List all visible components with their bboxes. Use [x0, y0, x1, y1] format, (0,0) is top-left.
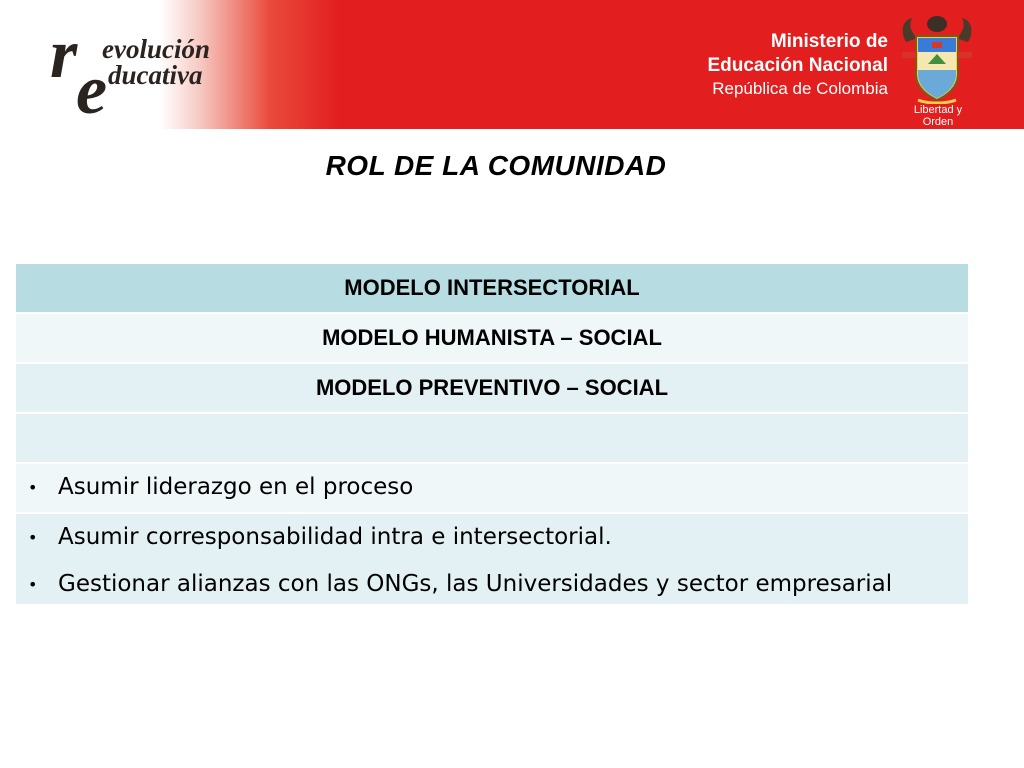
table-subheader-row	[16, 364, 968, 414]
list-item	[26, 472, 958, 503]
logo-letter-e: e	[76, 52, 108, 129]
table-header-text: MODELO INTERSECTORIAL	[344, 275, 640, 300]
bullet-icon: •	[28, 478, 38, 497]
ministry-line-1: Ministerio de	[770, 31, 888, 52]
table-subheader-1: MODELO HUMANISTA – SOCIAL	[322, 325, 662, 350]
table-subheader-2: MODELO PREVENTIVO – SOCIAL	[315, 375, 669, 400]
header-banner	[0, 0, 1024, 129]
table-empty-row	[16, 414, 968, 464]
bullet-text: Gestionar alianzas con las ONGs, las Universidades y sector empresarial	[58, 571, 893, 597]
bullet-icon: •	[28, 575, 38, 594]
page-title: ROL DE LA COMUNIDAD	[325, 150, 667, 181]
revolucion-educativa-logo	[50, 16, 270, 129]
ministry-line-2: Educación Nacional	[707, 55, 888, 76]
content-table	[16, 264, 968, 606]
bullet-text: Asumir liderazgo en el proceso	[58, 474, 414, 500]
logo-line-1: evolución	[102, 34, 210, 64]
coat-of-arms-icon	[898, 12, 976, 104]
logo-letter-r: r	[50, 16, 78, 93]
table-subheader-row	[16, 314, 968, 364]
logo-line-2: ducativa	[108, 60, 203, 90]
table-bullet-row	[16, 464, 968, 514]
bullet-text: Asumir corresponsabilidad intra e intersectorial.	[58, 524, 612, 550]
list-item	[26, 569, 958, 600]
ministry-line-3: República de Colombia	[712, 79, 888, 98]
ministry-name	[707, 30, 888, 100]
bullet-icon: •	[28, 528, 38, 547]
table-header-row	[16, 264, 968, 314]
list-item	[26, 522, 958, 553]
motto-text: Libertad y Orden	[913, 104, 963, 128]
table-bullet-row	[16, 514, 968, 606]
